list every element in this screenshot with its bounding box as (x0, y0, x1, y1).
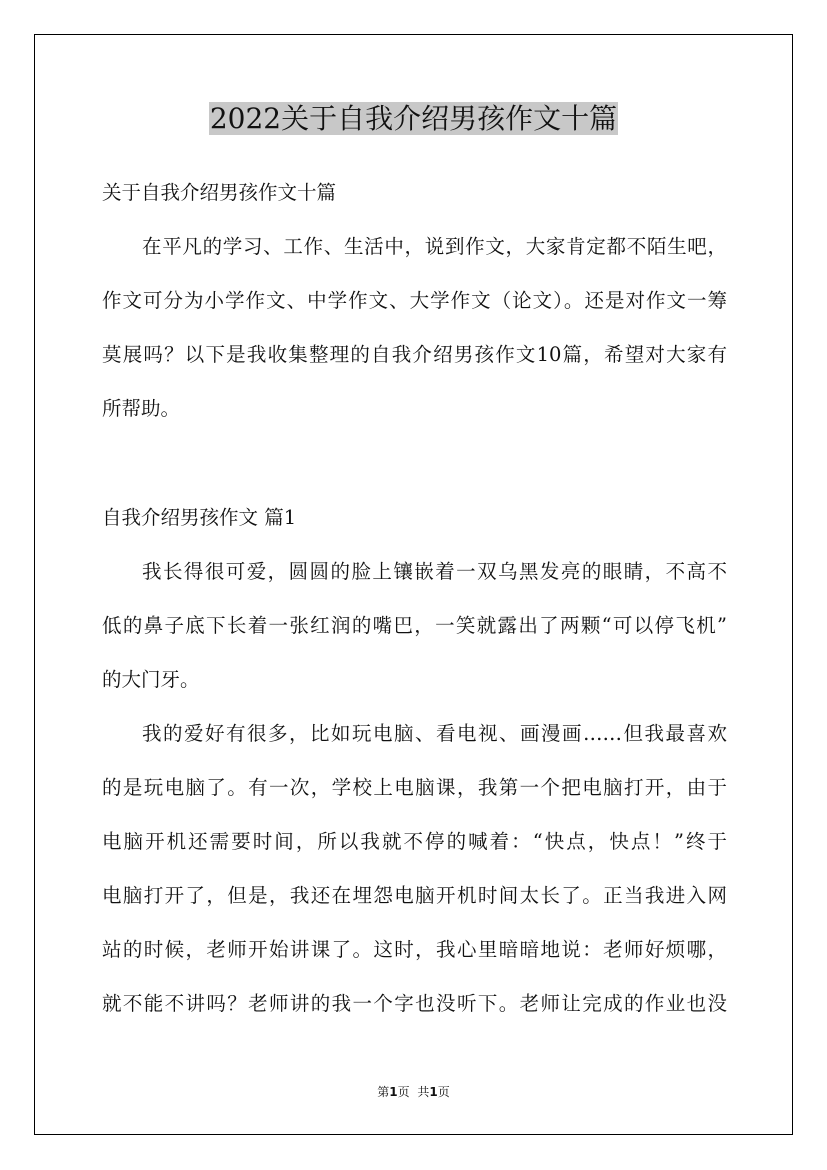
document-title (0, 98, 827, 139)
paragraph-1 (102, 545, 727, 707)
paragraph-line: 站的时候，老师开始讲课了。这时，我心里暗暗地说：老师好烦哪， (102, 938, 727, 961)
document-title-text: 2022关于自我介绍男孩作文十篇 (209, 102, 618, 135)
page-label (377, 1085, 409, 1099)
intro-line: 在平凡的学习、工作、生活中，说到作文，大家肯定都不陌生吧， (142, 235, 727, 258)
total-label (417, 1085, 449, 1099)
paragraph-line: 的是玩电脑了。有一次，学校上电脑课，我第一个把电脑打开，由于 (102, 776, 727, 799)
paragraph-line: 电脑打开了，但是，我还在埋怨电脑开机时间太长了。正当我进入网 (102, 884, 727, 907)
total-prefix: 共 (417, 1085, 430, 1099)
paragraph-line: 我的爱好有很多，比如玩电脑、看电视、画漫画……但我最喜欢 (142, 722, 727, 745)
paragraph-line: 电脑开机还需要时间，所以我就不停的喊着：“快点，快点！”终于 (102, 830, 727, 853)
section-heading-block (102, 491, 727, 545)
intro-paragraph (102, 220, 727, 436)
document-subtitle: 关于自我介绍男孩作文十篇 (102, 181, 337, 204)
intro-line: 莫展吗？以下是我收集整理的自我介绍男孩作文10篇，希望对大家有 (102, 343, 727, 366)
document-subtitle-block (102, 166, 727, 220)
section-heading: 自我介绍男孩作文 篇1 (102, 506, 297, 529)
intro-line: 所帮助。 (102, 397, 181, 420)
total-suffix: 页 (437, 1085, 450, 1099)
paragraph-2 (102, 707, 727, 1031)
paragraph-line: 我长得很可爱，圆圆的脸上镶嵌着一双乌黑发亮的眼睛，不高不 (142, 560, 727, 583)
paragraph-line: 的大门牙。 (102, 668, 200, 691)
page-prefix: 第 (377, 1085, 390, 1099)
total-number: 1 (429, 1085, 438, 1099)
page-number: 1 (389, 1085, 398, 1099)
page-suffix: 页 (397, 1085, 410, 1099)
page-footer (0, 1084, 827, 1100)
paragraph-line: 就不能不讲吗？老师讲的我一个字也没听下。老师让完成的作业也没 (102, 992, 727, 1015)
paragraph-line: 低的鼻子底下长着一张红润的嘴巴，一笑就露出了两颗“可以停飞机” (102, 614, 727, 637)
intro-line: 作文可分为小学作文、中学作文、大学作文（论文）。还是对作文一筹 (102, 289, 727, 312)
